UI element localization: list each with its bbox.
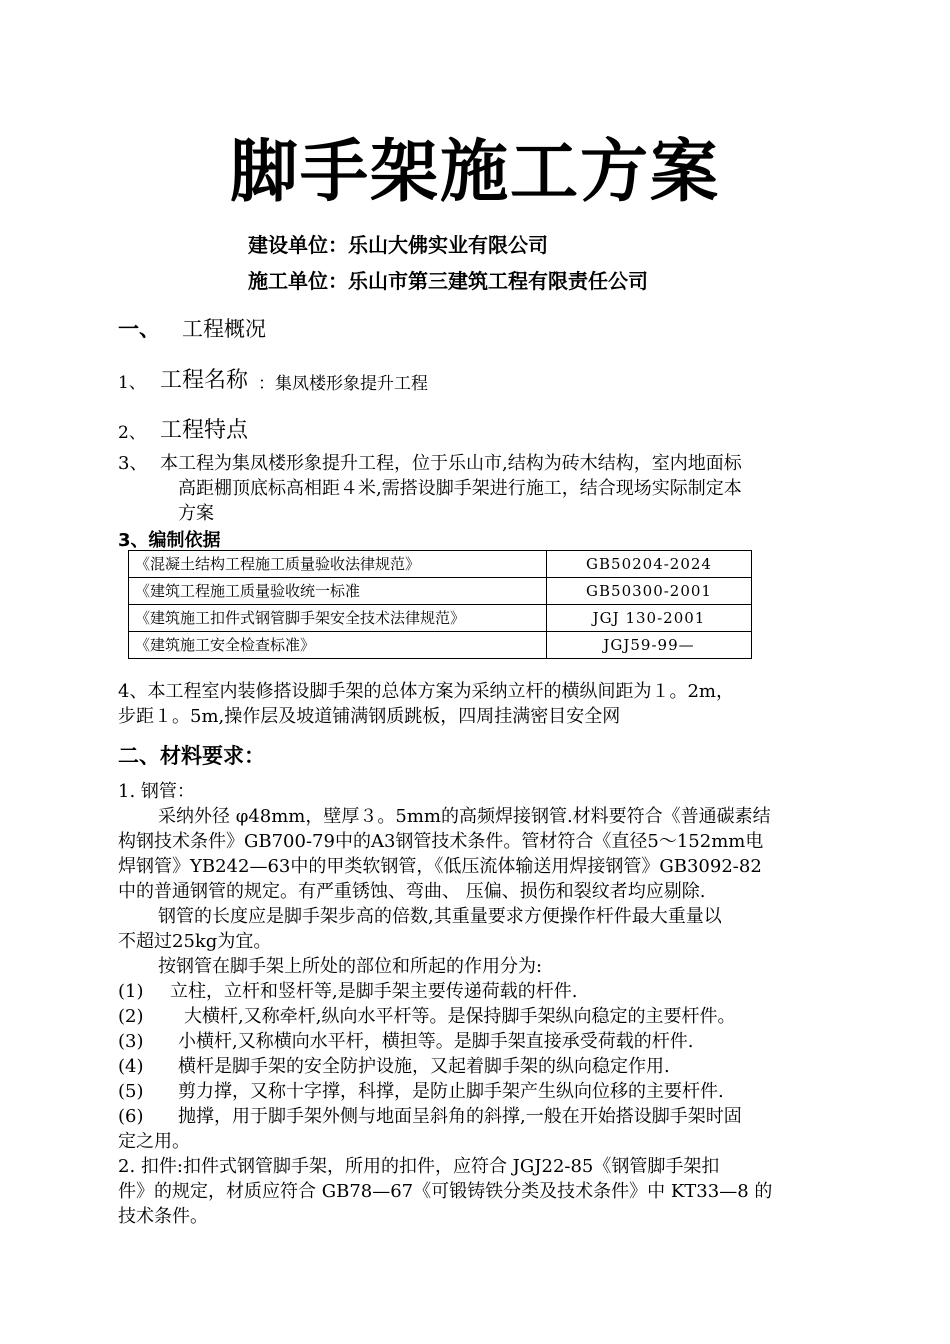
table-row bbox=[129, 578, 752, 605]
material1-p3: 按钢管在脚手架上所处的部位和所起的作用分为: bbox=[158, 956, 543, 977]
material1-p1-line: 采纳外径 φ48mm，壁厚３。5mm的高频焊接钢管.材料要符合《普通碳素结 bbox=[158, 806, 771, 827]
table-row bbox=[129, 551, 752, 578]
material2-line: 件》的规定，材质应符合 GB78—67《可锻铸铁分类及技术条件》中 KT33—8 的 bbox=[118, 1181, 773, 1202]
list-item: 立柱，立杆和竖杆等,是脚手架主要传递荷载的杆件. bbox=[170, 981, 578, 1002]
section1-number: 一、 bbox=[118, 317, 160, 341]
builder-unit: 建设单位：乐山大佛实业有限公司 bbox=[248, 233, 548, 257]
basis-code: JGJ59-99— bbox=[547, 632, 752, 659]
list-item-number: (1) bbox=[118, 981, 144, 1002]
material1-p2-line: 钢管的长度应是脚手架步高的倍数,其重量要求方便操作杆件最大重量以 bbox=[158, 906, 722, 927]
list-item-number: (5) bbox=[118, 1081, 144, 1102]
basis-name: 《建筑工程施工质量验收统一标准 bbox=[129, 578, 547, 605]
material1-p2-line: 不超过25kg为宜。 bbox=[118, 931, 272, 952]
material1-p1-line: 中的普通钢管的规定。有严重锈蚀、弯曲、 压偏、损伤和裂纹者均应剔除. bbox=[118, 881, 706, 902]
basis-table bbox=[128, 550, 752, 659]
item1-label: 工程名称 bbox=[160, 368, 249, 393]
material1-p1-line: 焊钢管》YB242—63中的甲类软钢管，《低压流体输送用焊接钢管》GB3092-82 bbox=[118, 856, 762, 877]
list-item: 抛撑，用于脚手架外侧与地面呈斜角的斜撑,一般在开始搭设脚手架时固 bbox=[178, 1106, 742, 1127]
basis-name: 《建筑施工扣件式钢管脚手架安全技术法律规范》 bbox=[129, 605, 547, 632]
item3-line3: 方案 bbox=[178, 503, 214, 524]
table-row bbox=[129, 605, 752, 632]
document-title: 脚手架施工方案 bbox=[229, 132, 720, 212]
list-item: 横杆是脚手架的安全防护设施，又起着脚手架的纵向稳定作用. bbox=[178, 1056, 670, 1077]
item3-line1: 本工程为集凤楼形象提升工程，位于乐山市,结构为砖木结构，室内地面标 bbox=[160, 453, 742, 474]
list-item-number: (3) bbox=[118, 1031, 144, 1052]
item2-number: 2、 bbox=[118, 423, 146, 443]
material1-heading: 1. 钢管： bbox=[118, 781, 195, 802]
basis-name: 《建筑施工安全检查标准》 bbox=[129, 632, 547, 659]
basis-code: JGJ 130-2001 bbox=[547, 605, 752, 632]
list-item: 大横杆,又称牵杆,纵向水平杆等。是保持脚手架纵向稳定的主要杆件。 bbox=[184, 1006, 736, 1027]
section2-heading: 二、材料要求： bbox=[118, 744, 265, 768]
material2-line: 2. 扣件:扣件式钢管脚手架，所用的扣件，应符合 JGJ22-85《钢管脚手架扣 bbox=[118, 1156, 720, 1177]
item3-number: 3、 bbox=[118, 453, 148, 474]
list-item: 小横杆,又称横向水平杆，横担等。是脚手架直接承受荷载的杆件. bbox=[178, 1031, 694, 1052]
item1-value: ：集凤楼形象提升工程 bbox=[258, 374, 428, 394]
item4-line2: 步距１。5m,操作层及坡道铺满钢质跳板，四周挂满密目安全网 bbox=[118, 706, 621, 727]
item4-line1: 4、本工程室内装修搭设脚手架的总体方案为采纳立杆的横纵间距为１。2m， bbox=[118, 681, 734, 702]
basis-code: GB50204-2024 bbox=[547, 551, 752, 578]
basis-name: 《混凝土结构工程施工质量验收法律规范》 bbox=[129, 551, 547, 578]
basis-heading: 3、编制依据 bbox=[118, 530, 221, 551]
section1-heading: 工程概况 bbox=[182, 317, 266, 341]
basis-code: GB50300-2001 bbox=[547, 578, 752, 605]
list-item: 剪力撑，又称十字撑，科撑，是防止脚手架产生纵向位移的主要杆件. bbox=[178, 1081, 724, 1102]
list-item-tail: 定之用。 bbox=[118, 1131, 190, 1152]
material1-p1-line: 构钢技术条件》GB700-79中的A3钢管技术条件。管材符合《直径5～152mm电 bbox=[118, 831, 764, 852]
list-item-number: (6) bbox=[118, 1106, 144, 1127]
item2-label: 工程特点 bbox=[160, 418, 249, 443]
item3-line2: 高距棚顶底标高相距４米,需搭设脚手架进行施工，结合现场实际制定本 bbox=[178, 478, 742, 499]
material2-line: 技术条件。 bbox=[118, 1206, 208, 1227]
list-item-number: (4) bbox=[118, 1056, 144, 1077]
contractor-unit: 施工单位：乐山市第三建筑工程有限责任公司 bbox=[248, 269, 648, 293]
table-row bbox=[129, 632, 752, 659]
list-item-number: (2) bbox=[118, 1006, 144, 1027]
item1-number: 1、 bbox=[118, 373, 146, 393]
